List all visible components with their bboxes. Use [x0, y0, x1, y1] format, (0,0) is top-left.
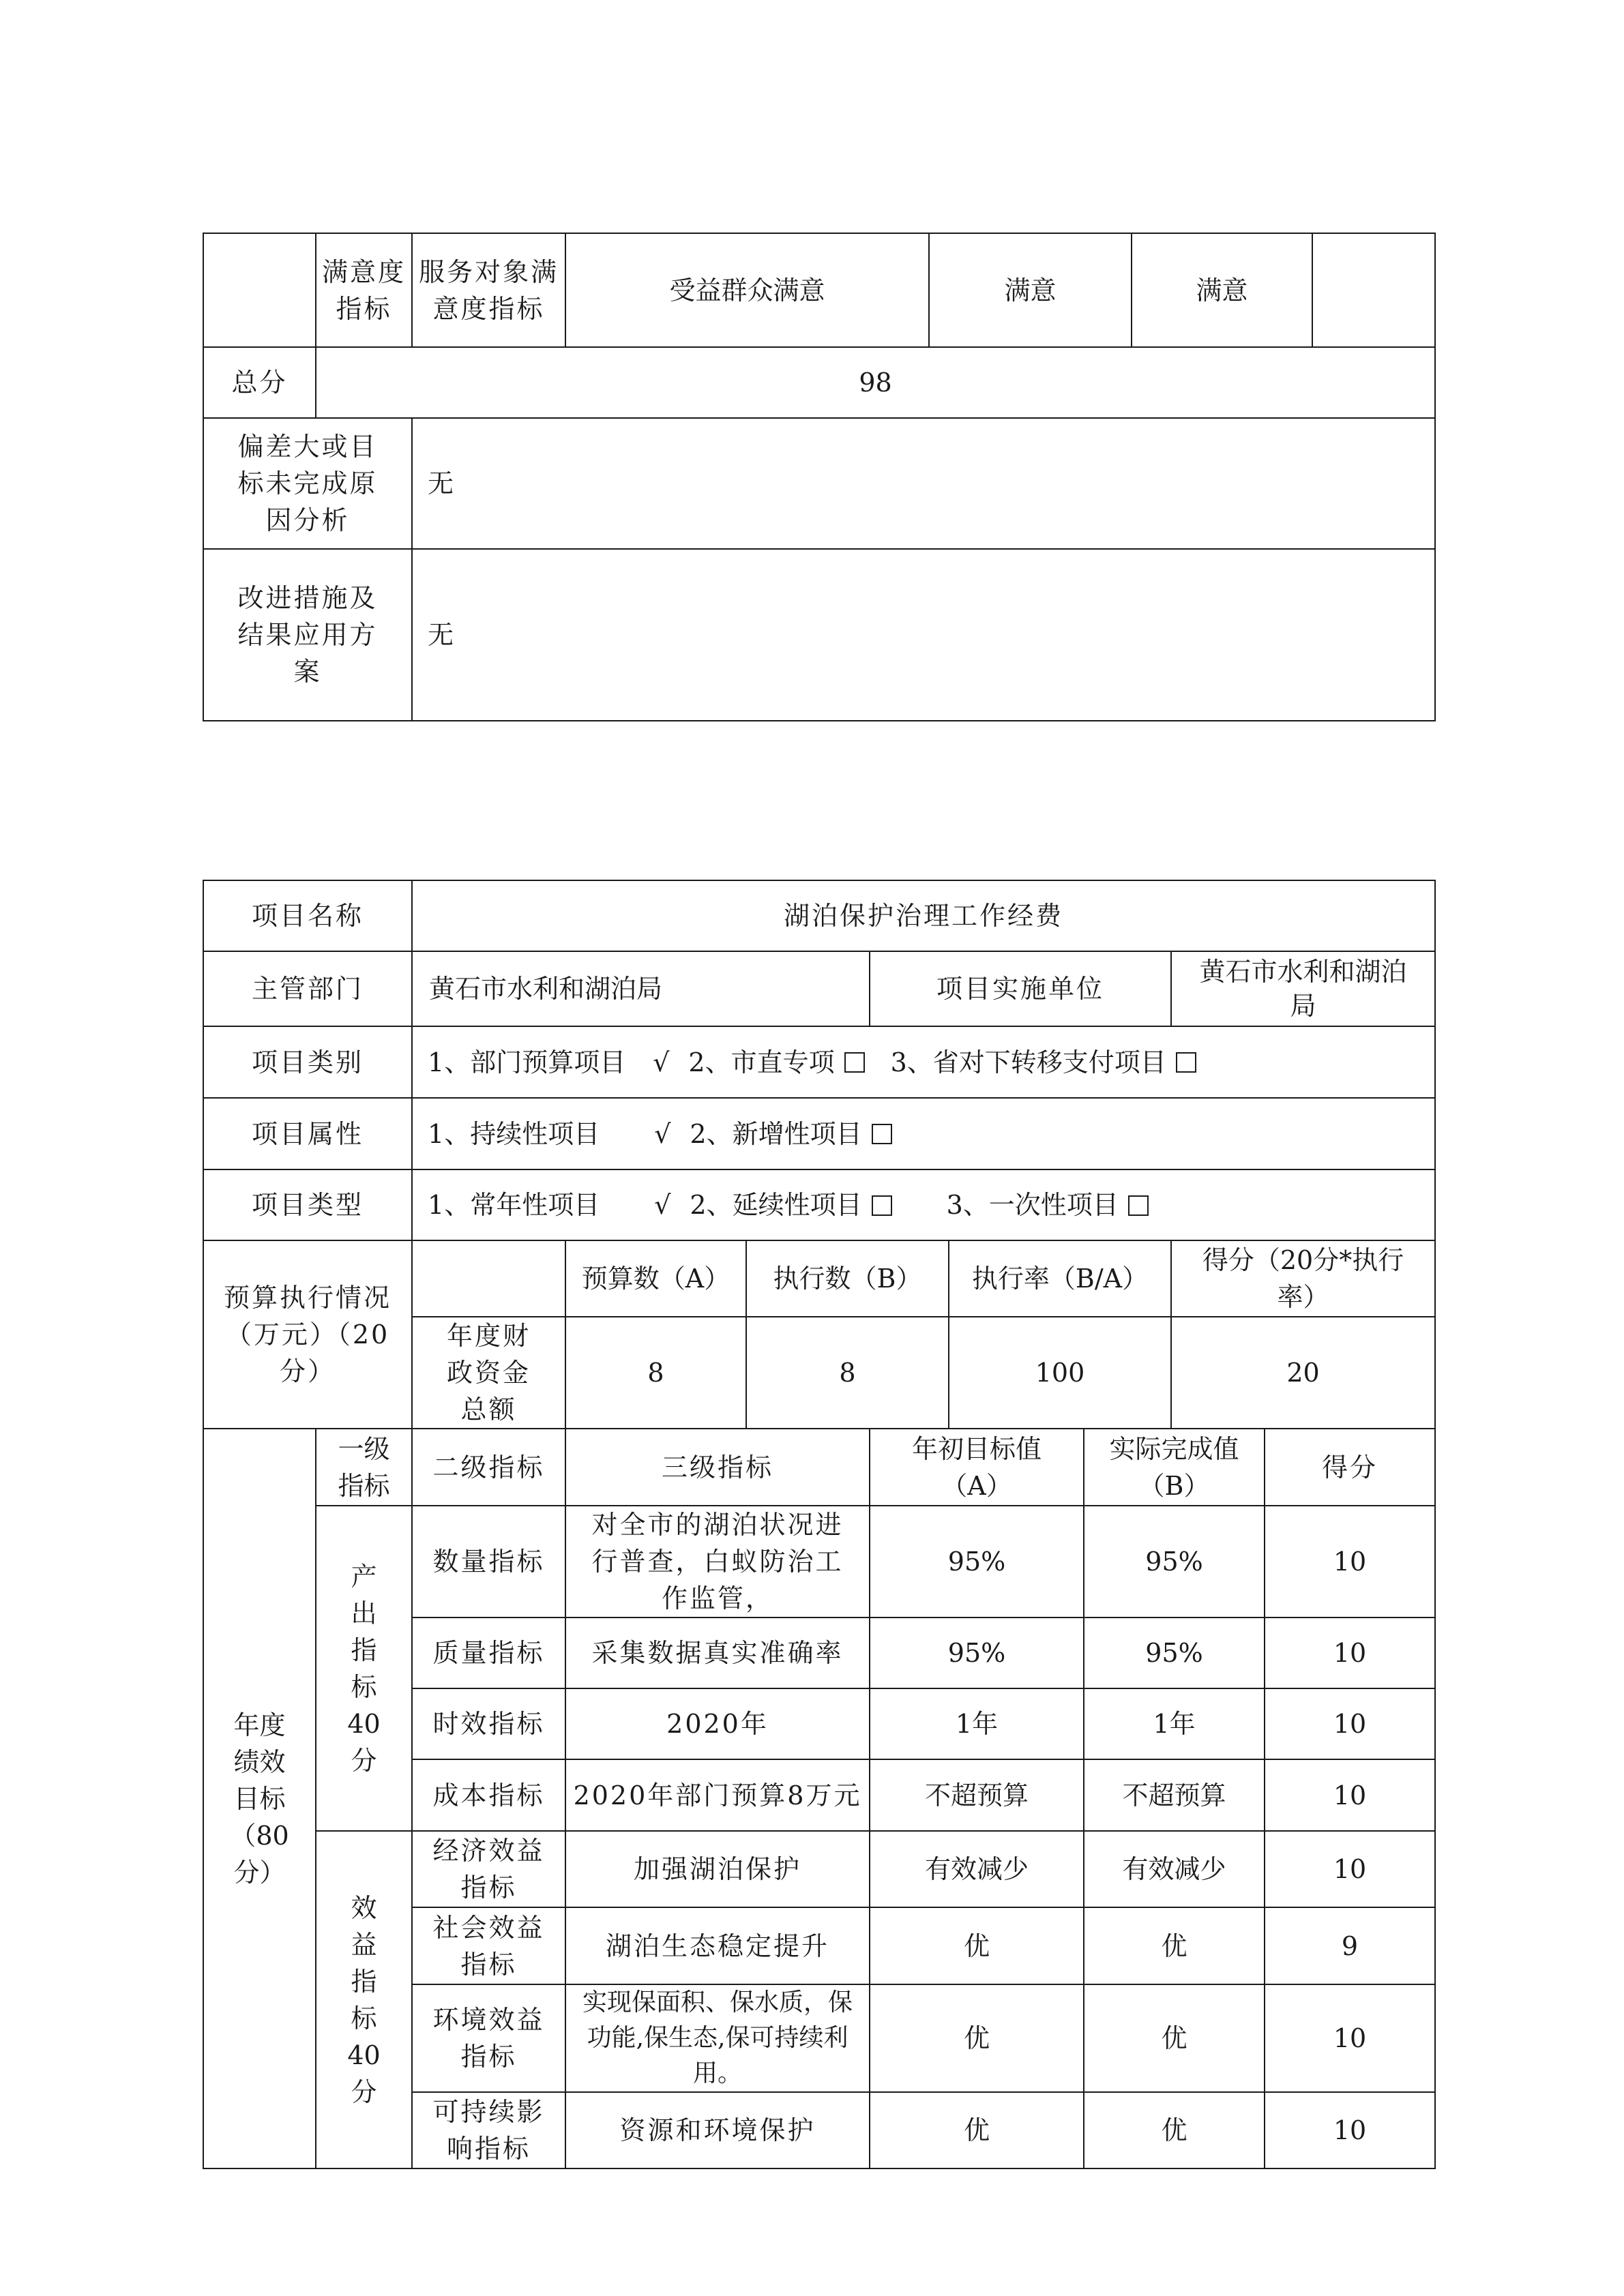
perf-level3: 加强湖泊保护: [565, 1831, 870, 1907]
output-group-label: 产出指标40分: [316, 1506, 412, 1831]
improve-row: [203, 549, 1435, 721]
perf-target: 有效减少: [870, 1831, 1084, 1907]
satisfaction-score: [1312, 233, 1435, 347]
attribute-option-1: 1、持续性项目: [428, 1118, 600, 1149]
project-name-label: 项目名称: [203, 880, 412, 951]
type-option-2: 2、延续性项目: [690, 1190, 862, 1220]
attribute-options: [412, 1098, 1435, 1169]
perf-target: 95%: [870, 1506, 1084, 1617]
perf-level2: 可持续影响指标: [412, 2092, 565, 2168]
project-name-value: 湖泊保护治理工作经费: [412, 880, 1435, 951]
budget-score: 20: [1171, 1317, 1435, 1429]
perf-h-level2: 二级指标: [412, 1429, 565, 1506]
attribute-option-2: 2、新增性项目: [690, 1118, 862, 1149]
total-label: 总分: [203, 347, 316, 418]
perf-score: 10: [1265, 1688, 1435, 1759]
table-continuation: [203, 233, 1436, 721]
check-mark-icon: √: [654, 1190, 671, 1220]
budget-col-b: 执行数（B）: [746, 1240, 949, 1317]
perf-target: 1年: [870, 1688, 1084, 1759]
category-option-3: 3、省对下转移支付项目: [890, 1047, 1166, 1077]
budget-label: 预算执行情况（万元）（20分）: [203, 1240, 412, 1429]
budget-col-a: 预算数（A）: [565, 1240, 746, 1317]
total-row: [203, 347, 1435, 418]
perf-target: 95%: [870, 1617, 1084, 1688]
perf-actual: 1年: [1084, 1688, 1265, 1759]
perf-label: 年度绩效目标（80分）: [203, 1429, 316, 2168]
perf-actual: 有效减少: [1084, 1831, 1265, 1907]
checkbox-icon: [872, 1124, 892, 1144]
satisfaction-indicator: 受益群众满意: [565, 233, 929, 347]
perf-score: 10: [1265, 2092, 1435, 2168]
budget-col-rate: 执行率（B/A）: [949, 1240, 1171, 1317]
perf-level2: 环境效益指标: [412, 1984, 565, 2092]
perf-actual: 不超预算: [1084, 1759, 1265, 1831]
attribute-row: [203, 1098, 1435, 1169]
perf-target: 不超预算: [870, 1759, 1084, 1831]
perf-actual: 优: [1084, 1984, 1265, 2092]
perf-level2: 成本指标: [412, 1759, 565, 1831]
budget-header-row: [203, 1240, 1435, 1317]
type-label: 项目类型: [203, 1169, 412, 1240]
category-label: 项目类别: [203, 1026, 412, 1098]
dept-label: 主管部门: [203, 951, 412, 1026]
dept-value: 黄石市水利和湖泊局: [412, 951, 870, 1026]
impl-value: 黄石市水利和湖泊局: [1171, 951, 1435, 1026]
perf-target: 优: [870, 2092, 1084, 2168]
type-options: [412, 1169, 1435, 1240]
perf-h-score: 得分: [1265, 1429, 1435, 1506]
perf-target: 优: [870, 1984, 1084, 2092]
checkbox-icon: [1176, 1052, 1196, 1073]
budget-b: 8: [746, 1317, 949, 1429]
perf-h-level1: 一级指标: [316, 1429, 412, 1506]
perf-level3: 实现保面积、保水质，保功能,保生态,保可持续利用。: [565, 1984, 870, 2092]
perf-header-row: [203, 1429, 1435, 1506]
perf-level3: 对全市的湖泊状况进行普查，白蚁防治工作监管，: [565, 1506, 870, 1617]
attribute-label: 项目属性: [203, 1098, 412, 1169]
satisfaction-target: 满意: [929, 233, 1132, 347]
budget-blank-header: [412, 1240, 565, 1317]
satisfaction-row: [203, 233, 1435, 347]
perf-actual: 95%: [1084, 1506, 1265, 1617]
perf-row: [203, 1506, 1435, 1617]
benefit-group-label: 效益指标40分: [316, 1831, 412, 2168]
perf-level2: 经济效益指标: [412, 1831, 565, 1907]
perf-actual: 优: [1084, 1907, 1265, 1984]
satisfaction-level2: 服务对象满意度指标: [412, 233, 565, 347]
empty-cell: [203, 233, 316, 347]
perf-score: 10: [1265, 1617, 1435, 1688]
improve-value: 无: [412, 549, 1435, 721]
check-mark-icon: √: [653, 1047, 670, 1077]
budget-rate: 100: [949, 1317, 1171, 1429]
type-option-1: 1、常年性项目: [428, 1190, 600, 1220]
project-name-row: [203, 880, 1435, 951]
perf-score: 10: [1265, 1759, 1435, 1831]
perf-score: 9: [1265, 1907, 1435, 1984]
perf-actual: 优: [1084, 2092, 1265, 2168]
perf-h-target: 年初目标值（A）: [870, 1429, 1084, 1506]
perf-level2: 社会效益指标: [412, 1907, 565, 1984]
category-row: [203, 1026, 1435, 1098]
category-option-2: 2、市直专项: [688, 1047, 835, 1077]
perf-score: 10: [1265, 1506, 1435, 1617]
perf-score: 10: [1265, 1984, 1435, 2092]
improve-label: 改进措施及结果应用方案: [203, 549, 412, 721]
deviation-label: 偏差大或目标未完成原因分析: [203, 418, 412, 549]
perf-level3: 2020年部门预算8万元: [565, 1759, 870, 1831]
checkbox-icon: [872, 1195, 892, 1216]
category-options: [412, 1026, 1435, 1098]
project-table: [203, 880, 1436, 2169]
category-option-1: 1、部门预算项目: [428, 1047, 626, 1077]
perf-level2: 时效指标: [412, 1688, 565, 1759]
type-option-3: 3、一次性项目: [946, 1190, 1119, 1220]
deviation-value: 无: [412, 418, 1435, 549]
deviation-row: [203, 418, 1435, 549]
budget-col-score: 得分（20分*执行率）: [1171, 1240, 1435, 1317]
budget-row-label: 年度财政资金总额: [412, 1317, 565, 1429]
perf-level3: 2020年: [565, 1688, 870, 1759]
satisfaction-actual: 满意: [1132, 233, 1312, 347]
impl-label: 项目实施单位: [870, 951, 1171, 1026]
perf-level3: 资源和环境保护: [565, 2092, 870, 2168]
budget-a: 8: [565, 1317, 746, 1429]
type-row: [203, 1169, 1435, 1240]
perf-score: 10: [1265, 1831, 1435, 1907]
perf-level2: 质量指标: [412, 1617, 565, 1688]
perf-level3: 湖泊生态稳定提升: [565, 1907, 870, 1984]
perf-h-actual: 实际完成值（B）: [1084, 1429, 1265, 1506]
perf-target: 优: [870, 1907, 1084, 1984]
check-mark-icon: √: [654, 1118, 671, 1149]
checkbox-icon: [1128, 1195, 1149, 1216]
perf-level3: 采集数据真实准确率: [565, 1617, 870, 1688]
perf-level2: 数量指标: [412, 1506, 565, 1617]
perf-h-level3: 三级指标: [565, 1429, 870, 1506]
dept-row: [203, 951, 1435, 1026]
perf-row: [203, 1831, 1435, 1907]
perf-actual: 95%: [1084, 1617, 1265, 1688]
satisfaction-level1: 满意度指标: [316, 233, 412, 347]
checkbox-icon: [844, 1052, 865, 1073]
total-value: 98: [316, 347, 1435, 418]
